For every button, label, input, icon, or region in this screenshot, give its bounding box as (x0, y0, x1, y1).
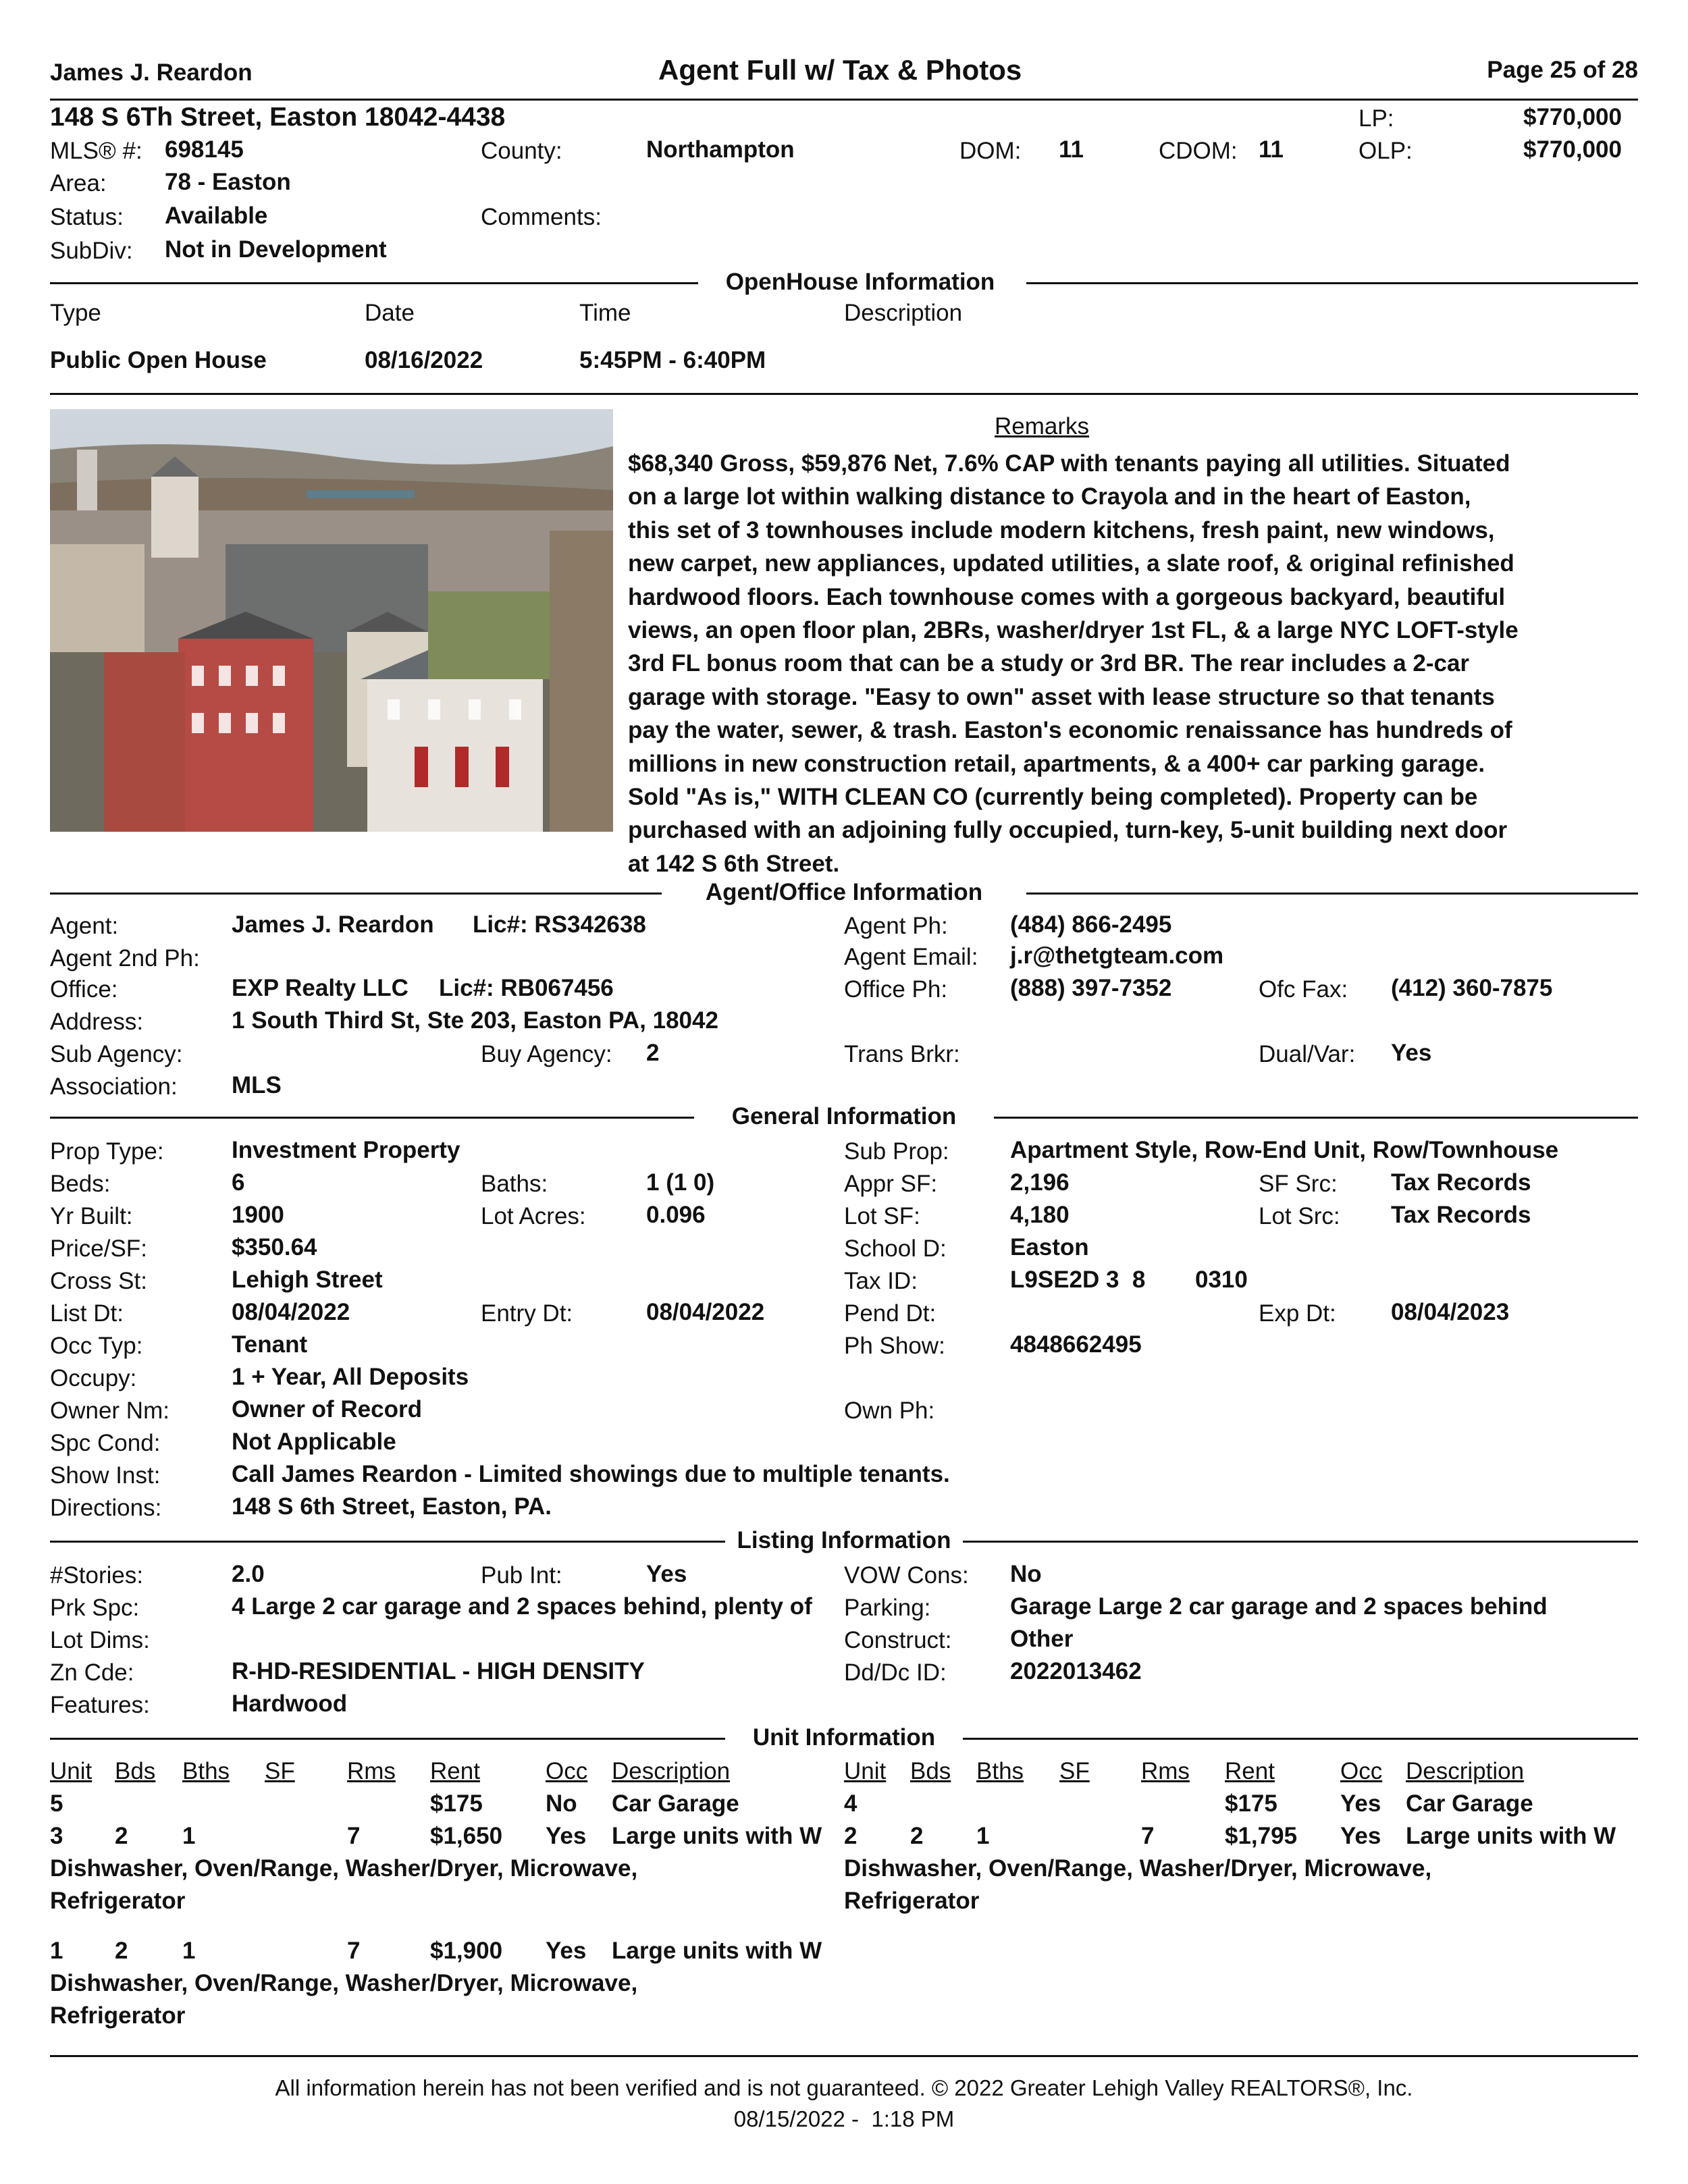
email-value: j.r@thetgteam.com (1010, 942, 1224, 969)
listdt-label: List Dt: (50, 1300, 124, 1327)
crossst-label: Cross St: (50, 1268, 147, 1294)
association-value: MLS (232, 1072, 282, 1098)
oh-col-date: Date (365, 300, 415, 326)
unit-row-rms: 7 (347, 1938, 361, 1964)
directions-value: 148 S 6th Street, Easton, PA. (232, 1493, 552, 1520)
status-label: Status: (50, 204, 124, 230)
general-rule-left (50, 1117, 694, 1119)
unit-row-desc: Car Garage (612, 1790, 739, 1817)
property-address: 148 S 6Th Street, Easton 18042-4438 (50, 103, 506, 132)
expdt-value: 08/04/2023 (1391, 1299, 1510, 1325)
pubint-label: Pub Int: (481, 1562, 562, 1589)
crossst-value: Lehigh Street (232, 1267, 383, 1293)
parking-value: Garage Large 2 car garage and 2 spaces behind (1010, 1593, 1548, 1620)
officeph-value: (888) 397-7352 (1010, 975, 1172, 1001)
openhouse-rule-right (1026, 282, 1638, 284)
oh-col-type: Type (50, 300, 101, 326)
sfsrc-value: Tax Records (1391, 1169, 1531, 1196)
footer-disclaimer: All information herein has not been verified and is not guaranteed. © 2022 Greater Lehigh Valley REALTORS®, Inc. (275, 2075, 1413, 2100)
unit-hdr-bds-r: Bds (910, 1758, 951, 1784)
address-label: Address: (50, 1009, 144, 1035)
header-agent-name: James J. Reardon (50, 59, 253, 86)
vowcons-value: No (1010, 1561, 1042, 1587)
taxid-value: L9SE2D 3 8 (1010, 1267, 1146, 1293)
unit-row-desc-r: Large units with W (1406, 1823, 1616, 1849)
office-lic: Lic#: RB067456 (439, 975, 614, 1001)
unit-row-occ-r: Yes (1340, 1823, 1381, 1849)
unit-hdr-bths-r: Bths (976, 1758, 1024, 1784)
unit-hdr-occ: Occ (546, 1758, 588, 1784)
listinginfo-rule-right (963, 1541, 1638, 1543)
school-label: School D: (844, 1235, 947, 1262)
agent-label: Agent: (50, 913, 119, 939)
showinst-label: Show Inst: (50, 1462, 161, 1489)
area-value: 78 - Easton (165, 169, 291, 195)
entrydt-value: 08/04/2022 (646, 1299, 765, 1325)
olp-label: OLP: (1359, 138, 1413, 164)
penddt-label: Pend Dt: (844, 1300, 937, 1327)
transbrkr-label: Trans Brkr: (844, 1041, 960, 1067)
footer-timestamp: 08/15/2022 - 1:18 PM (733, 2106, 955, 2131)
unit-row-desc: Large units with W (612, 1823, 822, 1849)
stories-label: #Stories: (50, 1562, 144, 1589)
unit-hdr-rms-r: Rms (1141, 1758, 1190, 1784)
lotsrc-label: Lot Src: (1259, 1203, 1340, 1229)
ofcfax-label: Ofc Fax: (1259, 976, 1348, 1003)
unit-row-unit-r: 4 (844, 1790, 858, 1817)
mls-label: MLS® #: (50, 138, 142, 164)
dddc-value: 2022013462 (1010, 1658, 1142, 1684)
remarks-title: Remarks (995, 413, 1090, 440)
baths-value: 1 (1 0) (646, 1169, 715, 1196)
unit-row-desc-r: Car Garage (1406, 1790, 1533, 1817)
status-value: Available (165, 203, 268, 229)
dom-label: DOM: (959, 138, 1022, 164)
unit-row-occ-r: Yes (1340, 1790, 1381, 1817)
unit-row-unit: 1 (50, 1938, 63, 1964)
proptype-value: Investment Property (232, 1137, 460, 1163)
buyagency-value: 2 (646, 1040, 660, 1066)
general-title: General Information (731, 1103, 957, 1129)
lotacres-value: 0.096 (646, 1202, 706, 1228)
lotdims-label: Lot Dims: (50, 1627, 150, 1653)
agent2-label: Agent 2nd Ph: (50, 945, 200, 971)
oh-time: 5:45PM - 6:40PM (579, 347, 766, 373)
office-label: Office: (50, 976, 118, 1003)
office-value: EXP Realty LLC (232, 975, 408, 1001)
ownernm-label: Owner Nm: (50, 1397, 169, 1424)
showinst-value: Call James Reardon - Limited showings due to multiple tenants. (232, 1461, 950, 1487)
expdt-label: Exp Dt: (1259, 1300, 1336, 1327)
lotsf-value: 4,180 (1010, 1202, 1070, 1228)
entrydt-label: Entry Dt: (481, 1300, 573, 1327)
apprsf-value: 2,196 (1010, 1169, 1070, 1196)
beds-value: 6 (232, 1169, 245, 1196)
phshow-label: Ph Show: (844, 1333, 945, 1359)
lotsrc-value: Tax Records (1391, 1202, 1531, 1228)
unit-row-rms-r: 7 (1141, 1823, 1155, 1849)
subdiv-value: Not in Development (165, 236, 387, 263)
lp-label: LP: (1359, 105, 1394, 132)
unit-row-features-r-2: Refrigerator (844, 1888, 980, 1914)
agent-lic: Lic#: RS342638 (473, 911, 646, 938)
unit-row-unit-r: 2 (844, 1823, 858, 1849)
zncde-label: Zn Cde: (50, 1659, 134, 1686)
unit-row-features-2: Refrigerator (50, 1888, 186, 1914)
unit-hdr-occ-r: Occ (1340, 1758, 1383, 1784)
pricesf-value: $350.64 (232, 1234, 317, 1260)
agent-rule-left (50, 893, 662, 895)
agent-title: Agent/Office Information (705, 879, 983, 905)
unit-row-rent: $175 (430, 1790, 483, 1817)
ownph-label: Own Ph: (844, 1397, 935, 1424)
area-label: Area: (50, 170, 107, 196)
listdt-value: 08/04/2022 (232, 1299, 350, 1325)
unit-hdr-sf-r: SF (1059, 1758, 1090, 1784)
occtyp-label: Occ Typ: (50, 1333, 143, 1359)
unit-hdr-bds: Bds (115, 1758, 156, 1784)
olp-value: $770,000 (1523, 136, 1622, 163)
unit-row-bds: 2 (115, 1823, 128, 1849)
unit-row-occ: No (546, 1790, 577, 1817)
proptype-label: Prop Type: (50, 1138, 164, 1165)
taxid-label: Tax ID: (844, 1268, 918, 1294)
units-title: Unit Information (752, 1724, 936, 1751)
dualvar-label: Dual/Var: (1259, 1041, 1356, 1067)
report-title: Agent Full w/ Tax & Photos (658, 54, 1022, 86)
unit-row-bds: 2 (115, 1938, 128, 1964)
baths-label: Baths: (481, 1171, 548, 1197)
unit-row-features: Dishwasher, Oven/Range, Washer/Dryer, Microwave, (50, 1855, 638, 1882)
county-value: Northampton (646, 136, 795, 163)
unit-row-occ: Yes (546, 1938, 587, 1964)
unit-row-desc: Large units with W (612, 1938, 822, 1964)
agentph-value: (484) 866-2495 (1010, 911, 1172, 938)
dualvar-value: Yes (1391, 1040, 1432, 1066)
occtyp-value: Tenant (232, 1331, 308, 1358)
phshow-value: 4848662495 (1010, 1331, 1142, 1358)
subprop-value: Apartment Style, Row-End Unit, Row/Townhouse (1010, 1137, 1559, 1163)
unit-row-unit: 3 (50, 1823, 63, 1849)
header-rule (50, 99, 1638, 101)
footer-rule (50, 2055, 1638, 2057)
vowcons-label: VOW Cons: (844, 1562, 969, 1589)
dom-value: 11 (1059, 136, 1084, 163)
construct-label: Construct: (844, 1627, 952, 1653)
school-value: Easton (1010, 1234, 1089, 1260)
unit-hdr-bths: Bths (182, 1758, 230, 1784)
buyagency-label: Buy Agency: (481, 1041, 612, 1067)
unit-row-occ: Yes (546, 1823, 587, 1849)
sfsrc-label: SF Src: (1259, 1171, 1338, 1197)
lotacres-label: Lot Acres: (481, 1203, 586, 1229)
prkspc-value: 4 Large 2 car garage and 2 spaces behind, plenty of (232, 1593, 812, 1620)
unit-row-bths: 1 (182, 1938, 196, 1964)
unit-row-rent: $1,900 (430, 1938, 503, 1964)
unit-row-features-2: Refrigerator (50, 2002, 186, 2029)
features-value: Hardwood (232, 1690, 348, 1717)
openhouse-bottom-rule (50, 393, 1638, 395)
openhouse-title: OpenHouse Information (725, 269, 995, 295)
unit-row-unit: 5 (50, 1790, 63, 1817)
unit-row-rent-r: $175 (1225, 1790, 1277, 1817)
directions-label: Directions: (50, 1495, 162, 1521)
agent-value: James J. Reardon (232, 911, 434, 938)
unit-row-features-r: Dishwasher, Oven/Range, Washer/Dryer, Microwave, (844, 1855, 1432, 1882)
openhouse-rule-left (50, 282, 698, 284)
taxid-value-2: 0310 (1195, 1267, 1248, 1293)
apprsf-label: Appr SF: (844, 1171, 938, 1197)
pubint-value: Yes (646, 1561, 687, 1587)
prkspc-label: Prk Spc: (50, 1595, 140, 1621)
parking-label: Parking: (844, 1595, 931, 1621)
lotsf-label: Lot SF: (844, 1203, 920, 1229)
association-label: Association: (50, 1073, 178, 1100)
unit-hdr-rent-r: Rent (1225, 1758, 1275, 1784)
unit-row-bths: 1 (182, 1823, 196, 1849)
unit-row-rent: $1,650 (430, 1823, 503, 1849)
stories-value: 2.0 (232, 1561, 265, 1587)
county-label: County: (481, 138, 562, 164)
oh-type: Public Open House (50, 347, 267, 373)
occupy-value: 1 + Year, All Deposits (232, 1364, 469, 1390)
general-rule-right (994, 1117, 1638, 1119)
spccond-label: Spc Cond: (50, 1430, 161, 1456)
unit-hdr-unit: Unit (50, 1758, 93, 1784)
unit-hdr-sf: SF (265, 1758, 295, 1784)
unit-row-rms: 7 (347, 1823, 361, 1849)
units-rule-left (50, 1738, 725, 1740)
cdom-value: 11 (1259, 136, 1284, 163)
oh-col-desc: Description (844, 300, 963, 326)
subdiv-label: SubDiv: (50, 238, 133, 264)
occupy-label: Occupy: (50, 1365, 137, 1391)
ownernm-value: Owner of Record (232, 1396, 422, 1422)
unit-hdr-rent: Rent (430, 1758, 480, 1784)
spccond-value: Not Applicable (232, 1429, 396, 1455)
dddc-label: Dd/Dc ID: (844, 1659, 947, 1686)
subprop-label: Sub Prop: (844, 1138, 949, 1165)
unit-hdr-desc: Description (612, 1758, 731, 1784)
subagency-label: Sub Agency: (50, 1041, 183, 1067)
officeph-label: Office Ph: (844, 976, 948, 1003)
agentph-label: Agent Ph: (844, 913, 948, 939)
pricesf-label: Price/SF: (50, 1235, 147, 1262)
features-label: Features: (50, 1692, 150, 1718)
zncde-value: R-HD-RESIDENTIAL - HIGH DENSITY (232, 1658, 645, 1684)
remarks-text: $68,340 Gross, $59,876 Net, 7.6% CAP with tenants paying all utilities. Situated on a large lot within walking distance to Crayola and in the heart of Easton, this set of 3 townhouses include modern kitchens, fresh paint, new windows, new carpet, new appliances, updated utilities, a slate roof, & original refinished hardwood floors. Each townhouse comes with a gorgeous backyard, beautiful views, an open floor plan, 2BRs, washer/dryer 1st FL, & a large NYC LOFT-style 3rd FL bonus room that can be a study or 3rd BR. The rear includes a 2-car garage with storage. "Easy to own" asset with lease structure so that tenants pay the water, sewer, & trash. Easton's economic renaissance has hundreds of millions in new construction retail, apartments, & a 400+ car parking garage. Sold "As is," WITH CLEAN CO (currently being completed). Property can be purchased with an adjoining fully occupied, turn-key, 5-unit building next door at 142 S 6th Street. (628, 450, 1519, 877)
unit-row-bds-r: 2 (910, 1823, 924, 1849)
unit-row-features: Dishwasher, Oven/Range, Washer/Dryer, Microwave, (50, 1970, 638, 1996)
units-rule-right (963, 1738, 1638, 1740)
ofcfax-value: (412) 360-7875 (1391, 975, 1553, 1001)
agent-rule-right (1026, 893, 1638, 895)
listinginfo-rule-left (50, 1541, 725, 1543)
address-value: 1 South Third St, Ste 203, Easton PA, 18042 (232, 1007, 718, 1034)
yrbuilt-value: 1900 (232, 1202, 284, 1228)
yrbuilt-label: Yr Built: (50, 1203, 133, 1229)
comments-label: Comments: (481, 204, 602, 230)
unit-row-bths-r: 1 (976, 1823, 990, 1849)
beds-label: Beds: (50, 1171, 111, 1197)
unit-hdr-unit-r: Unit (844, 1758, 887, 1784)
lp-value: $770,000 (1523, 104, 1622, 130)
page-number: Page 25 of 28 (1487, 57, 1638, 83)
construct-value: Other (1010, 1626, 1074, 1652)
oh-date: 08/16/2022 (365, 347, 483, 373)
unit-hdr-desc-r: Description (1406, 1758, 1525, 1784)
unit-hdr-rms: Rms (347, 1758, 396, 1784)
mls-value: 698145 (165, 136, 244, 163)
oh-col-time: Time (579, 300, 631, 326)
unit-row-rent-r: $1,795 (1225, 1823, 1298, 1849)
property-photo (50, 409, 613, 832)
cdom-label: CDOM: (1159, 138, 1238, 164)
listinginfo-title: Listing Information (737, 1527, 951, 1553)
email-label: Agent Email: (844, 944, 978, 970)
